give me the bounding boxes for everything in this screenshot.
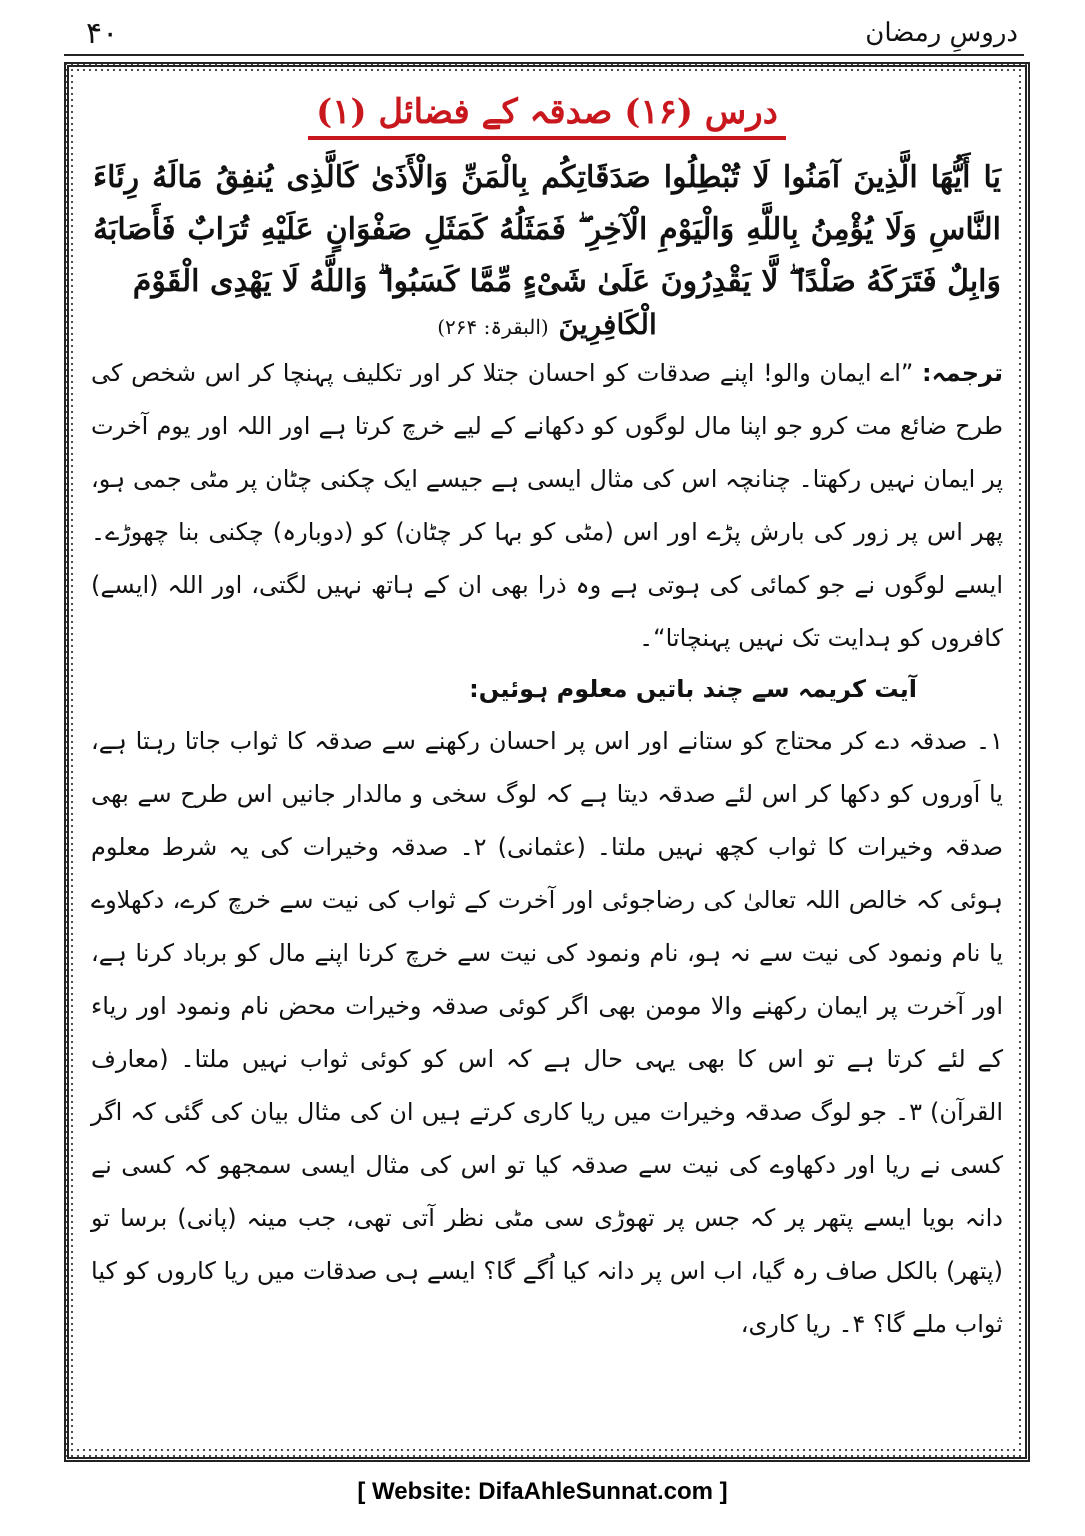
header-divider: [64, 54, 1024, 56]
page-header: [64, 14, 1024, 54]
website-footer: [ Website: DifaAhleSunnat.com ]: [357, 1478, 728, 1505]
quran-verse-ending: [87, 308, 1007, 341]
verse-last-word: الْکَافِرِینَ: [558, 308, 657, 341]
lessons-heading: آیت کریمہ سے چند باتیں معلوم ہوئیں:: [469, 675, 917, 703]
page-frame: [64, 62, 1030, 1462]
translation-text: ”اے ایمان والو! اپنے صدقات کو احسان جتلا کر اور تکلیف پہنچا کر اس شخص کی طرح ضائع مت کرو جو اپنا مال لوگوں کو دکھانے کے لیے خرچ کرتا ہے اور اللہ اور یوم آخرت پر ایمان نہیں رکھتا۔ چنانچہ اس کی مثال ایسی ہے جیسے ایک چکنی چٹان پر مٹی جمی ہو، پھر اس پر زور کی بارش پڑے اور اس (مٹی کو بہا کر چٹان) کو (دوبارہ) چکنی بنا چھوڑے۔ ایسے لوگوں نے جو کمائی کی ہوتی ہے وہ ذرا بھی ان کے ہاتھ نہیں لگتی، اور اللہ (ایسے) کافروں کو ہدایت تک نہیں پہنچاتا“۔: [91, 359, 1003, 652]
lesson-title: [87, 91, 1007, 140]
page-content: [77, 75, 1017, 1449]
running-title: دروسِ رمضان: [865, 18, 1018, 48]
translation-label: ترجمہ:: [922, 359, 1003, 387]
page-number: ۴۰: [86, 16, 119, 51]
verse-citation: (البقرۃ: ۲۶۴): [437, 315, 549, 339]
translation-paragraph: [91, 347, 1003, 665]
lesson-title-text: درس (۱۶) صدقہ کے فضائل (۱): [308, 91, 786, 140]
quran-verse: یَا أَیُّهَا الَّذِینَ آمَنُوا لَا تُبْطِلُوا صَدَقَاتِکُم بِالْمَنِّ وَالْأَذَىٰ کَالَّذِی یُنفِقُ مَالَهُ رِئَاءَ النَّاسِ وَلَا یُؤْمِنُ بِاللَّهِ وَالْیَوْمِ الْآخِرِ ۖ فَمَثَلُهُ کَمَثَلِ صَفْوَانٍ عَلَیْهِ تُرَابٌ فَأَصَابَهُ وَابِلٌ فَتَرَکَهُ صَلْدًا ۖ لَّا یَقْدِرُونَ عَلَىٰ شَیْءٍ مِّمَّا کَسَبُوا ۗ وَاللَّهُ لَا یَهْدِی الْقَوْمَ: [93, 160, 1001, 299]
lessons-body: ۱۔ صدقہ دے کر محتاج کو ستانے اور اس پر احسان رکھنے سے صدقہ کا ثواب جاتا رہتا ہے، یا اَوروں کو دکھا کر اس لئے صدقہ دیتا ہے کہ لوگ سخی و مالدار جانیں اس طرح سے بھی صدقہ وخیرات کا ثواب کچھ نہیں ملتا۔ (عثمانی) ۲۔ صدقہ وخیرات کی یہ شرط معلوم ہوئی کہ خالص اللہ تعالیٰ کی رضاجوئی اور آخرت کے ثواب کی نیت سے خرچ کرے، دکھلاوے یا نام ونمود کی نیت سے نہ ہو، نام ونمود کی نیت سے خرچ کرنا اپنے مال کو برباد کرنا ہے، اور آخرت پر ایمان رکھنے والا مومن بھی اگر کوئی صدقہ وخیرات محض نام ونمود اور ریاء کے لئے کرتا ہے تو اس کا بھی یہی حال ہے کہ اس کو کوئی ثواب نہیں ملتا۔ (معارف القرآن) ۳۔ جو لوگ صدقہ وخیرات میں ریا کاری کرتے ہیں ان کی مثال بیان کی گئی کہ اگر کسی نے ریا اور دکھاوے کی نیت سے صدقہ کیا تو اس کی مثال ایسی سمجھو کہ کسی نے دانہ بویا ایسے پتھر پر کہ جس پر تھوڑی سی مٹی نظر آتی تھی، جب مینہ (پانی) برسا تو (پتھر) بالکل صاف رہ گیا، اب اس پر دانہ کیا اُگے گا؟ ایسے ہی صدقات میں ریا کاروں کو کیا ثواب ملے گا؟ ۴۔ ریا کاری،: [91, 727, 1004, 1338]
